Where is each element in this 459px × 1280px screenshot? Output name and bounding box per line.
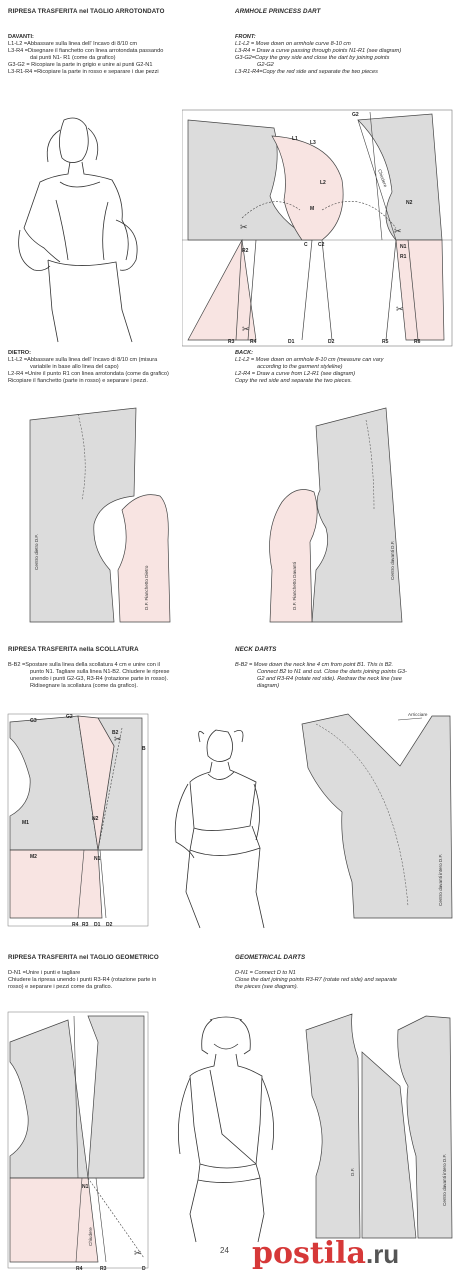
diagram-label: R4	[72, 922, 79, 928]
armhole-dart-diagram	[182, 100, 454, 348]
section1-front-text-it	[8, 34, 230, 76]
text-line: G3-G2 = Ricopiare la parte in grigio e unire ai punti G2-N1	[8, 62, 153, 68]
back-heading-it: DIETRO:	[8, 350, 31, 356]
diagram-label: R2	[242, 248, 249, 254]
diagram-label: N1	[400, 244, 407, 250]
diagram-label: M	[310, 206, 315, 212]
text-line: dai punti N1- R1 (come da grafico)	[30, 55, 116, 61]
text-line: Close the dart joining points R3-R7 (rotate red side) and separate	[235, 977, 397, 983]
text-line: the pieces (see diagram).	[235, 984, 299, 990]
text-line: rosso) e separare i pezzi come da grafico.	[8, 984, 113, 990]
section2-title-it: RIPRESA TRASFERITA nella SCOLLATURA	[8, 646, 139, 653]
fashion-sketch-armhole	[4, 110, 180, 345]
watermark-logo	[252, 1236, 399, 1271]
scissors-icon: ✂	[134, 1248, 142, 1258]
neck-dart-diagram	[2, 708, 154, 928]
diagram-label: R4	[250, 339, 257, 345]
diagram-label: N1	[82, 1184, 89, 1190]
text-line: Connect B2 to N1 and cut. Close the darts joining points G3-	[257, 669, 407, 675]
diagram-label: N1	[94, 856, 101, 862]
diagram-label: N2	[406, 200, 413, 206]
diagram-label: D	[142, 1266, 146, 1272]
diagram-label: Chiudere	[377, 168, 389, 188]
text-line: L2-R4 =Unire il punto R1 con linea arrotondata (come da grafico)	[8, 371, 169, 377]
section1-back-text-it	[8, 350, 230, 385]
text-line: B-B2 = Move down the neck line 4 cm from point B1. This is B2.	[235, 662, 394, 668]
diagram-label: D2	[328, 339, 335, 345]
diagram-label: L3	[310, 140, 316, 146]
section3-title-en: GEOMETRICAL DARTS	[235, 954, 306, 961]
diagram-label: D1	[288, 339, 295, 345]
section3-text-it	[8, 970, 230, 991]
text-line: D-N1 = Connect D to N1	[235, 970, 296, 976]
section2-text-it	[8, 662, 230, 690]
text-line: Ricopiare il fianchetto (parte in rosso) e separare i pezzi.	[8, 378, 148, 384]
diagram-label: N2	[92, 816, 99, 822]
diagram-label: D2	[106, 922, 113, 928]
scissors-icon: ✂	[240, 222, 248, 232]
pattern-label: Centro davanti D.F.	[390, 540, 395, 580]
pattern-pieces-armhole	[20, 400, 454, 632]
watermark-main: postila	[252, 1236, 366, 1271]
pattern-label: Centro davanti intero D.F.	[438, 853, 443, 906]
geometric-dart-diagram	[2, 1006, 154, 1274]
scissors-icon: ✂	[394, 226, 402, 236]
diagram-label: G2	[66, 714, 73, 720]
diagram-label: R5	[382, 339, 389, 345]
text-line: D-N1 =Unire i punti e tagliare	[8, 970, 81, 976]
diagram-label: L2	[320, 180, 326, 186]
diagram-label: L1	[292, 136, 298, 142]
fashion-sketch-neck	[160, 722, 290, 932]
diagram-label: Chiudere	[88, 1227, 93, 1246]
scissors-icon: ✂	[242, 324, 250, 334]
diagram-label: G2	[352, 112, 359, 118]
text-line: Chiudere la ripresa unendo i punti R3-R4 (rotazione parte in	[8, 977, 157, 983]
front-heading-it: DAVANTI:	[8, 34, 34, 40]
section2-title-en: NECK DARTS	[235, 646, 277, 653]
text-line: G3-G2=Copy the grey side and close the dart by joining points	[235, 55, 390, 61]
text-line: L3-R1-R4=Copy the red side and separate the two pieces	[235, 69, 378, 75]
geometric-dart-pattern	[300, 1006, 456, 1246]
text-line: L1-L2 =Abbassare sulla linea dell' Incavo di 8/10 cm (misura	[8, 357, 158, 363]
text-line: Ridisegnare la scollatura (come da grafico).	[30, 683, 138, 689]
diagram-label: R3	[100, 1266, 107, 1272]
diagram-label: R3	[228, 339, 235, 345]
text-line: G2-G2	[257, 62, 274, 68]
text-line: according to the garment styleline)	[257, 364, 343, 370]
pattern-label: Centro dietro D.F.	[34, 534, 39, 570]
text-line: L3-R4 = Draw a curve passing through points N1-R1 (see diagram)	[235, 48, 402, 54]
text-line: unendo i punti G2-G3, R3-R4 (rotazione parte in rosso).	[30, 676, 169, 682]
diagram-label: B	[142, 746, 146, 752]
diagram-label: G3	[30, 718, 37, 724]
text-line: Copy the red side and separate the two pieces.	[235, 378, 352, 384]
text-line: L2-R4 = Draw a curve from L2-R1 (see diagram)	[235, 371, 356, 377]
text-line: G2 and R3-R4 (rotate red side). Redraw the neck line (see	[257, 676, 402, 682]
diagram-label: R4	[76, 1266, 83, 1272]
text-line: punto N1. Tagliare sulla linea N1-B2. Chiudere le riprese	[30, 669, 170, 675]
scissors-icon: ✂	[114, 734, 122, 744]
text-line: L1-L2 = Move down on armhole 8-10 cm (measure can vary	[235, 357, 384, 363]
diagram-label: R1	[400, 254, 407, 260]
diagram-label: C	[304, 242, 308, 248]
fashion-sketch-geometric	[160, 1014, 292, 1244]
section1-title-en: ARMHOLE PRINCESS DART	[235, 8, 321, 15]
section3-title-it: RIPRESA TRASFERITA nel TAGLIO GEOMETRICO	[8, 954, 159, 961]
text-line: diagram)	[257, 683, 280, 689]
text-line: variabile in base allo linea del capo)	[30, 364, 119, 370]
pattern-label: Arricciare	[408, 712, 428, 717]
section1-back-text-en	[235, 350, 457, 385]
text-line: L3-R4 =Disegnare il fianchetto con linea arrotondata passando	[8, 48, 164, 54]
diagram-label: B2	[112, 730, 119, 736]
watermark-sub: .ru	[365, 1239, 400, 1269]
text-line: L1-L2 = Move down on armhole curve 8-10 cm	[235, 41, 351, 47]
neck-dart-pattern	[296, 706, 456, 926]
front-heading-en: FRONT:	[235, 34, 256, 40]
diagram-label: C2	[318, 242, 325, 248]
section3-text-en	[235, 970, 457, 991]
pattern-label: D.F. Fianchetto Dietro	[144, 565, 149, 610]
diagram-label: M1	[22, 820, 29, 826]
page-number: 24	[220, 1246, 229, 1255]
diagram-label: D1	[94, 922, 101, 928]
back-heading-en: BACK:	[235, 350, 254, 356]
diagram-label: M2	[30, 854, 37, 860]
pattern-label: D.F. Fianchetto Davanti	[292, 562, 297, 610]
section1-front-text-en	[235, 34, 457, 76]
diagram-label: R3	[82, 922, 89, 928]
diagram-label: R6	[414, 339, 421, 345]
text-line: L3-R1-R4 =Ricopiare la parte in rosso e separare i due pezzi	[8, 69, 159, 75]
pattern-label: D.F.	[350, 1167, 355, 1176]
section2-text-en	[235, 662, 457, 690]
text-line: L1-L2 =Abbassare sulla linea dell' Incavo di 8/10 cm	[8, 41, 138, 47]
pattern-label: Centro davanti intero D.F.	[442, 1153, 447, 1206]
section1-title-it: RIPRESA TRASFERITA nel TAGLIO ARROTONDATO	[8, 8, 165, 15]
text-line: B-B2 =Spostare sulla linea della scollatura 4 cm e unire con il	[8, 662, 160, 668]
scissors-icon: ✂	[396, 304, 404, 314]
